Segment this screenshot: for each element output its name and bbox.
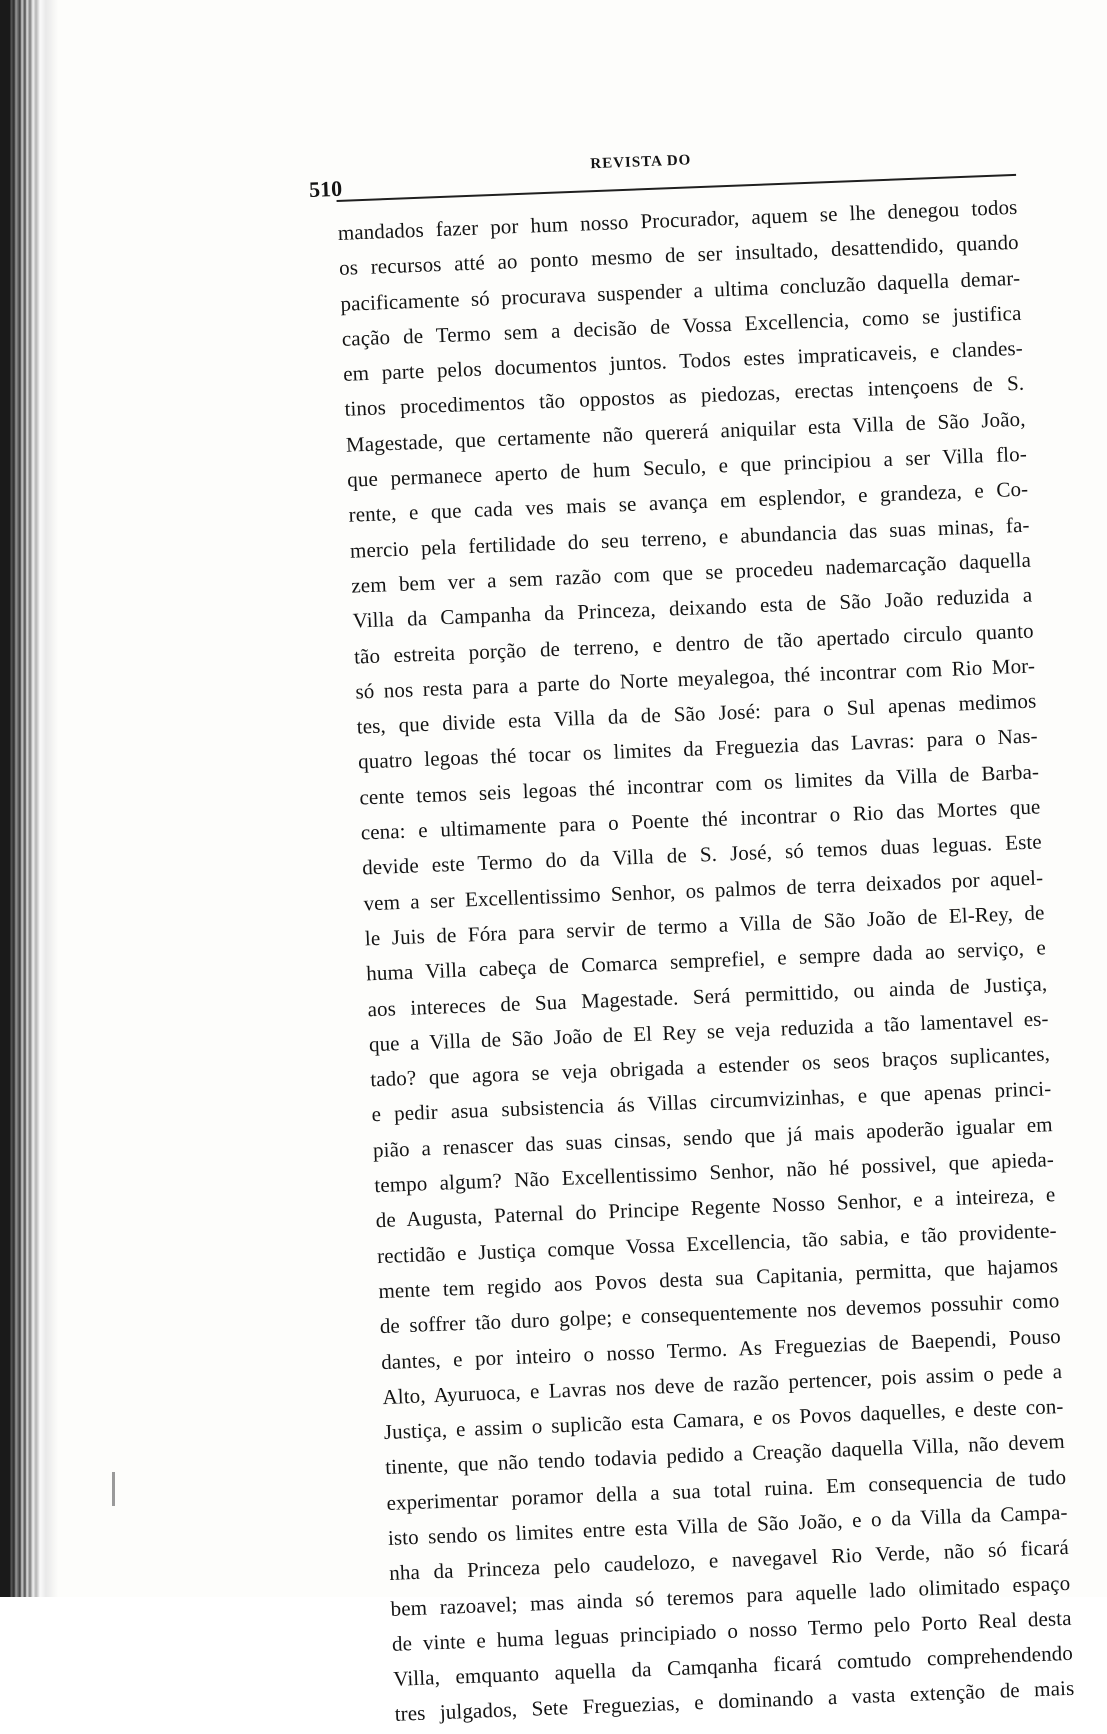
text-line: vem a ser Excellentissimo Senhor, os palmos de terra deixados por aquel- [363, 864, 1044, 916]
text-line: só nos resta para a parte do Norte meyalegoa, thé incontrar com Rio Mor- [354, 653, 1036, 704]
text-line: tado? que agora se veja obrigada a estender os seos braços suplicantes, [369, 1041, 1051, 1092]
text-line: que permanece aperto de hum Seculo, e que principiou a ser Villa flo- [346, 441, 1028, 492]
text-line: nha da Princeza pelo caudelozo, e navegavel Rio Verde, não só ficará [388, 1535, 1070, 1586]
body-text [337, 190, 1075, 1733]
text-line: tres julgados, Sete Freguezias, e dominando a vasta extenção de mais [394, 1676, 1075, 1727]
text-line: quatro legoas thé tocar os limites da Freguezia das Lavras: para o Nas- [357, 723, 1039, 775]
text-line: cação de Termo sem a decisão de Vossa Excellencia, como se justifica [341, 300, 1022, 351]
text-line: Villa, emquanto aquella da Camqanha ficará comtudo comprehendendo [392, 1640, 1074, 1692]
text-line: rectidão e Justiça comque Vossa Excellencia, tão sabia, e tão providente- [376, 1217, 1058, 1268]
text-line: cente temos seis legoas thé incontrar com os limites da Villa de Barba- [359, 759, 1040, 810]
text-line: tes, que divide esta Villa da de São José: para o Sul apenas medimos [356, 688, 1037, 739]
text-line: mandados fazer por hum nosso Procurador, aquem se lhe denegou todos [337, 194, 1018, 245]
text-line: aos intereces de Sua Magestade. Será permittido, ou ainda de Justiça, [367, 970, 1048, 1021]
book-binding-shadow [0, 0, 58, 1597]
text-line: e pedir asua subsistencia ás Villas circumvizinhas, e que apenas princi- [371, 1076, 1052, 1127]
page-content [308, 134, 1075, 1733]
text-line: isto sendo os limites entre esta Villa de São João, e o da Villa da Campa- [387, 1499, 1068, 1550]
text-line: Alto, Ayuruoca, e Lavras nos deve de razão pertencer, pois assim o pede a [382, 1358, 1063, 1409]
text-line: tão estreita porção de terreno, e dentro de tão apertado circulo quanto [353, 618, 1035, 669]
text-line: huma Villa cabeça de Comarca semprefiel, e sempre dada ao serviço, e [365, 935, 1047, 986]
text-line: de vinte e huma leguas principiado o nosso Termo pelo Porto Real desta [391, 1605, 1072, 1656]
text-line: bem razoavel; mas ainda só teremos para aquelle lado olimitado espaço [390, 1570, 1071, 1621]
text-line: zem bem ver a sem razão com que se procedeu nademarcação daquella [350, 547, 1032, 598]
running-head [308, 134, 1016, 203]
text-line: tempo algum? Não Excellentissimo Senhor, não hé possivel, que apieda- [373, 1147, 1055, 1198]
text-line: tinente, que não tendo todavia pedido a Creação daquella Villa, não devem [384, 1429, 1066, 1480]
text-line: mente tem regido aos Povos desta sua Capitania, permitta, que hajamos [377, 1252, 1059, 1304]
text-line: cena: e ultimamente para o Poente thé incontrar o Rio das Mortes que [360, 794, 1041, 845]
text-line: que a Villa de São João de El Rey se veja reduzida a tão lamentavel es- [368, 1006, 1049, 1057]
journal-title: REVISTA DO [590, 152, 692, 173]
text-line: dantes, e por inteiro o nosso Termo. As Freguezias de Baependi, Pouso [380, 1323, 1062, 1374]
page-number: 510 [308, 175, 343, 203]
text-line: tinos procedimentos tão oppostos as piedozas, erectas intençoens de S. [344, 371, 1025, 422]
margin-mark [112, 1472, 115, 1506]
text-line: mercio pela fertilidade do seu terreno, e abundancia das suas minas, fa- [349, 512, 1030, 563]
text-line: le Juis de Fóra para servir de termo a Villa de São João de El-Rey, de [364, 900, 1045, 951]
text-line: Villa da Campanha da Princeza, deixando esta de São João reduzida a [352, 582, 1033, 633]
text-line: experimentar poramor della a sua total ruina. Em consequencia de tudo [386, 1464, 1067, 1515]
text-line: os recursos atté ao ponto mesmo de ser insultado, desattendido, quando [338, 230, 1020, 281]
text-line: Magestade, que certamente não quererá aniquilar esta Villa de São João, [345, 406, 1026, 457]
text-line: pacificamente só procurava suspender a ultima concluzão daquella demar- [340, 265, 1021, 316]
text-line: em parte pelos documentos juntos. Todos estes impraticaveis, e clandes- [342, 335, 1024, 387]
text-line: rente, e que cada ves mais se avança em esplendor, e grandeza, e Co- [348, 477, 1029, 528]
text-line: Justiça, e assim o suplicão esta Camara, e os Povos daquelles, e deste con- [383, 1394, 1064, 1445]
text-line: de soffrer tão duro golpe; e consequentemente nos devemos possuhir como [379, 1288, 1060, 1339]
text-line: pião a renascer das suas cinsas, sendo que já mais apoderão igualar em [372, 1111, 1053, 1162]
text-line: devide este Termo do da Villa de S. José, só temos duas leguas. Este [361, 829, 1043, 880]
text-line: de Augusta, Paternal do Principe Regente Nosso Senhor, e a inteireza, e [375, 1182, 1056, 1233]
